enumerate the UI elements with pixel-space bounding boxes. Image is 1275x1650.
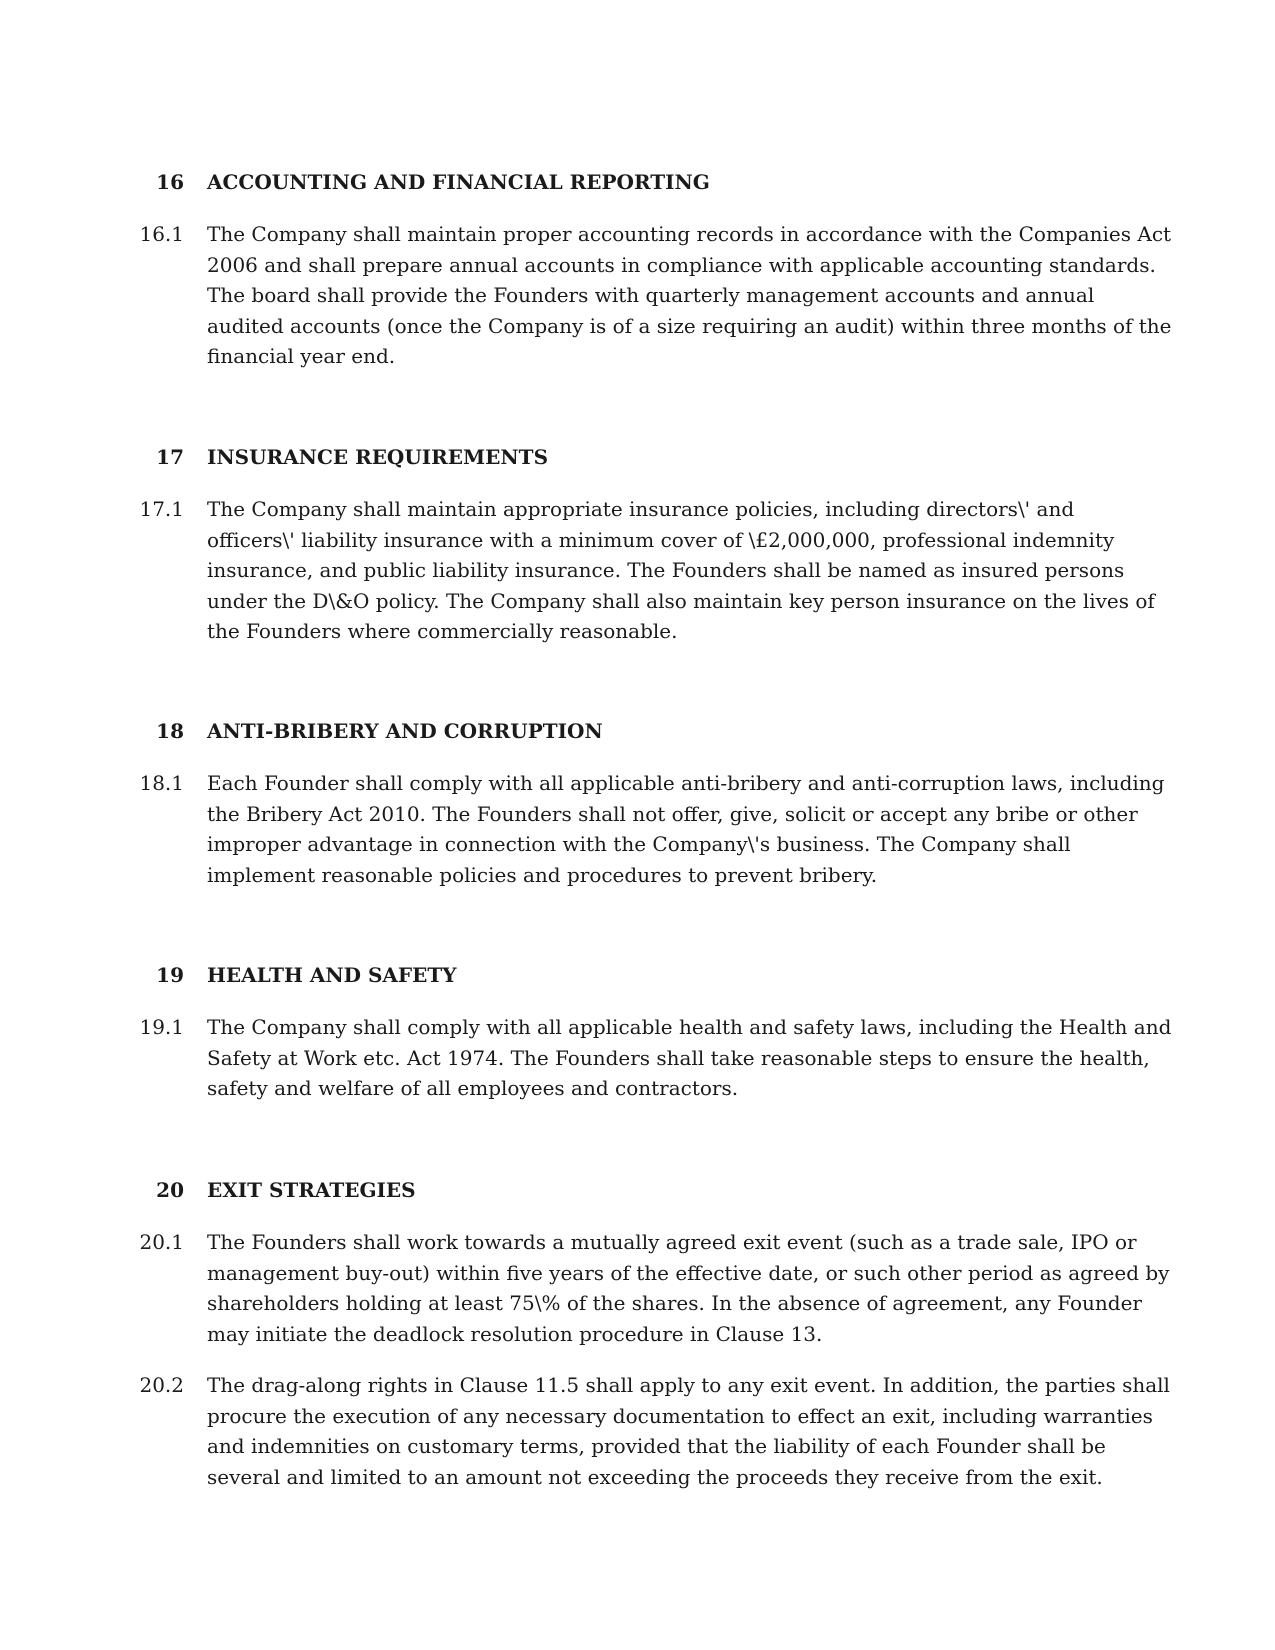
clause-line: The Company shall maintain appropriate insurance policies, including directors\' and	[207, 497, 1075, 521]
section-title: EXIT STRATEGIES	[207, 1178, 416, 1202]
clause-line: The drag-along rights in Clause 11.5 shall apply to any exit event. In addition, the parties shall	[207, 1373, 1170, 1397]
clause-text	[207, 1227, 1170, 1349]
section-number: 20	[156, 1178, 184, 1202]
clause-line: the Bribery Act 2010. The Founders shall not offer, give, solicit or accept any bribe or other	[207, 801, 1138, 826]
clause-line: insurance, and public liability insurance. The Founders shall be named as insured persons	[207, 558, 1125, 583]
clause-line: The Company shall maintain proper accounting records in accordance with the Companies Act	[207, 222, 1172, 246]
clause-line: under the D\&O policy. The Company shall also maintain key person insurance on the lives of	[207, 588, 1155, 613]
clause-line: The Company shall comply with all applicable health and safety laws, including the Health and	[207, 1015, 1172, 1039]
section-heading	[0, 167, 1275, 197]
section-number: 16	[156, 170, 184, 194]
section-title: ANTI-BRIBERY AND CORRUPTION	[207, 719, 603, 743]
clause-line: safety and welfare of all employees and contractors.	[207, 1076, 739, 1101]
section-title: HEALTH AND SAFETY	[207, 963, 457, 987]
clause-number: 20.2	[139, 1373, 184, 1397]
clause-line: the Founders where commercially reasonable.	[207, 619, 678, 644]
clause-line: Each Founder shall comply with all applicable anti-bribery and anti-corruption laws, including	[207, 771, 1165, 795]
clause-line: management buy-out) within five years of the effective date, or such other period as agreed by	[207, 1260, 1170, 1285]
clause-line: Safety at Work etc. Act 1974. The Founders shall take reasonable steps to ensure the health,	[207, 1045, 1150, 1070]
clause-text	[207, 1370, 1170, 1492]
clause-line: The Founders shall work towards a mutually agreed exit event (such as a trade sale, IPO or	[207, 1230, 1137, 1254]
clause-line: audited accounts (once the Company is of a size requiring an audit) within three months of the	[207, 313, 1172, 338]
clause-text	[207, 768, 1165, 890]
section-heading	[0, 960, 1275, 990]
clause-line: improper advantage in connection with the Company\'s business. The Company shall	[207, 832, 1071, 857]
clause-line: officers\' liability insurance with a minimum cover of \£2,000,000, professional indemnity	[207, 527, 1115, 552]
clause-line: procure the execution of any necessary documentation to effect an exit, including warranties	[207, 1403, 1153, 1428]
clause-number: 17.1	[139, 497, 184, 521]
section-number: 19	[156, 963, 184, 987]
clause-text	[207, 1012, 1172, 1104]
section-heading	[0, 442, 1275, 472]
clause-text	[207, 219, 1172, 372]
clause-line: shareholders holding at least 75\% of the shares. In the absence of agreement, any Founder	[207, 1291, 1142, 1316]
clause-number: 19.1	[139, 1015, 184, 1039]
clause-line: 2006 and shall prepare annual accounts in compliance with applicable accounting standards.	[207, 252, 1156, 277]
clause-number: 18.1	[139, 771, 184, 795]
section-number: 17	[156, 445, 184, 469]
clause-line: The board shall provide the Founders with quarterly management accounts and annual	[207, 283, 1095, 308]
section-heading	[0, 1175, 1275, 1205]
clause-line: may initiate the deadlock resolution procedure in Clause 13.	[207, 1321, 823, 1346]
section-number: 18	[156, 719, 184, 743]
section-title: INSURANCE REQUIREMENTS	[207, 445, 549, 469]
section-title: ACCOUNTING AND FINANCIAL REPORTING	[207, 170, 710, 194]
section-heading	[0, 716, 1275, 746]
clause-number: 16.1	[139, 222, 184, 246]
clause-text	[207, 494, 1155, 647]
clause-line: and indemnities on customary terms, provided that the liability of each Founder shall be	[207, 1434, 1106, 1459]
clause-line: implement reasonable policies and procedures to prevent bribery.	[207, 862, 878, 887]
clause-line: several and limited to an amount not exceeding the proceeds they receive from the exit.	[207, 1464, 1103, 1489]
clause-line: financial year end.	[207, 344, 396, 369]
clause-number: 20.1	[139, 1230, 184, 1254]
